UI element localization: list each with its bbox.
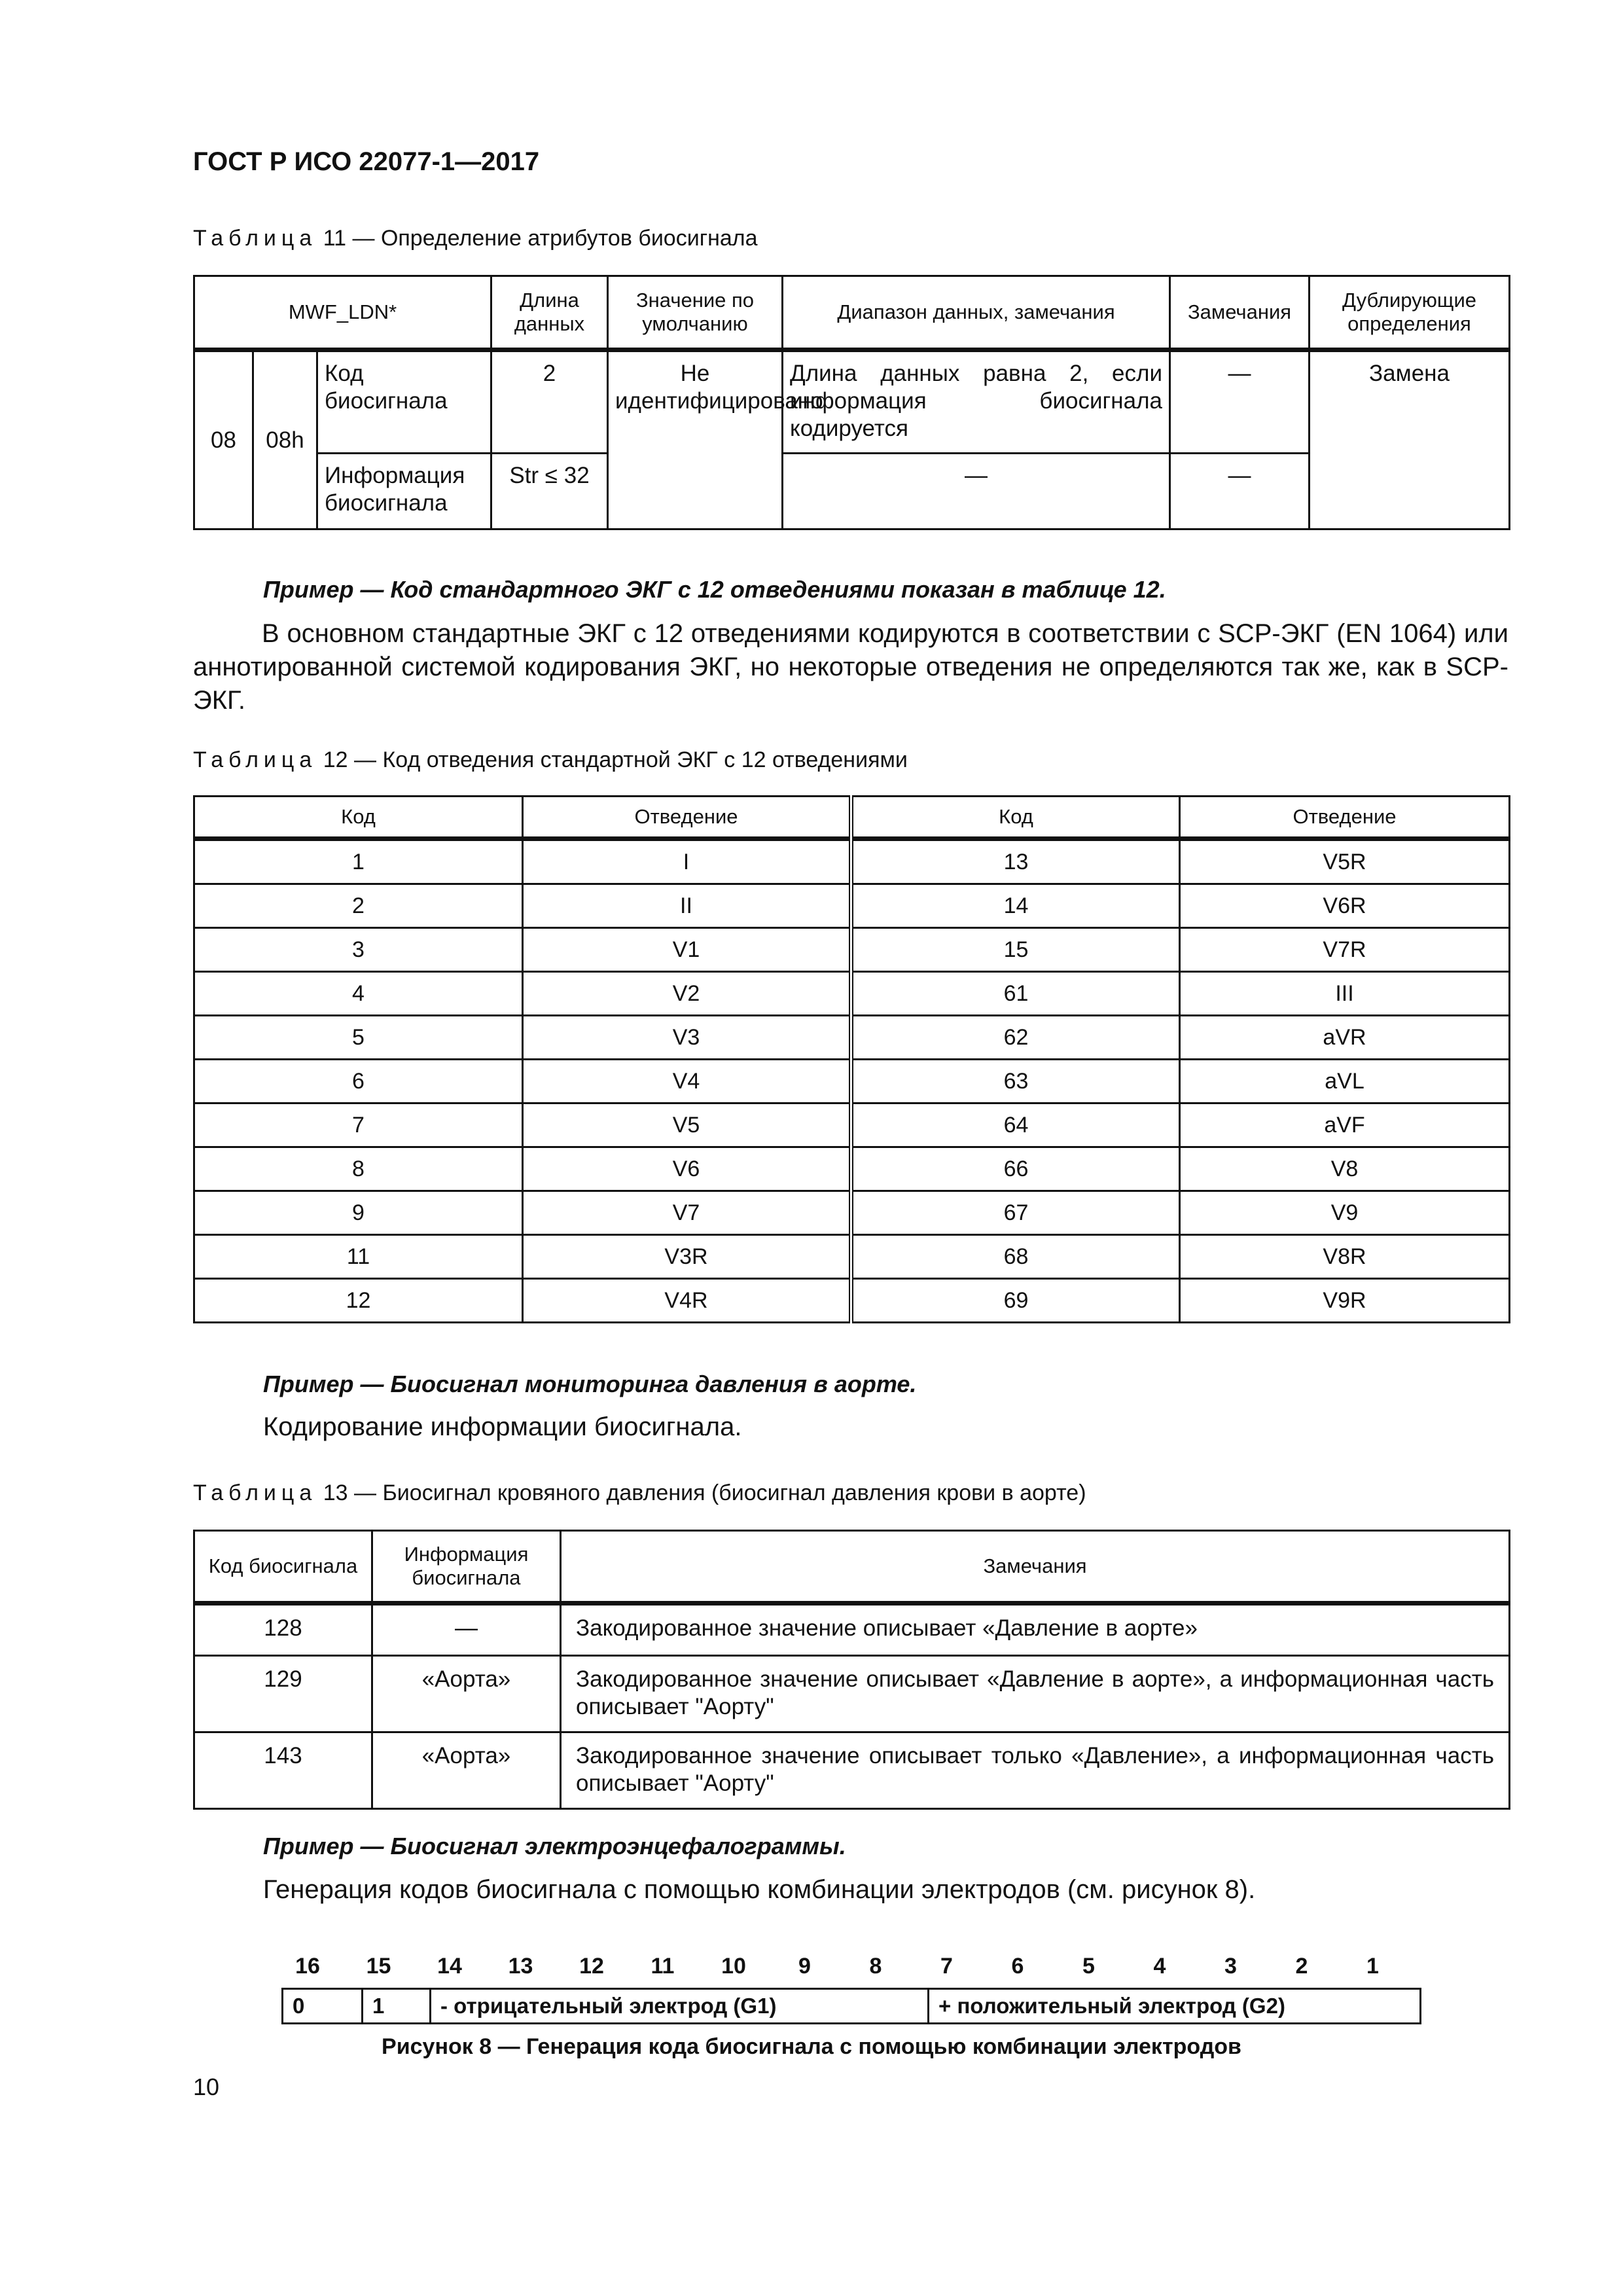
lead-cell: V6 [523,1147,851,1191]
attribute-name: Код биосигнала [317,350,491,454]
code-cell: 5 [194,1016,523,1060]
lead-cell: V7R [1180,928,1510,972]
bit-number-11: 11 [651,1954,675,1979]
table-row [194,972,1510,1016]
lead-cell: III [1180,972,1510,1016]
table-row [194,1016,1510,1060]
table13-caption-word: Таблица [193,1480,317,1505]
table-13 [193,1530,1510,1810]
ldn-code-2: 08h [253,350,317,529]
code-cell: 8 [194,1147,523,1191]
table-row [194,1147,1510,1191]
bit-number-6: 6 [1011,1954,1024,1979]
data-length: Str ≤ 32 [491,454,608,529]
data-length: 2 [491,350,608,454]
table12-caption [193,747,908,773]
lead-cell: II [523,884,851,928]
data-range: Длина данных равна 2, если информация биосигнала кодируется [783,350,1170,454]
lead-cell: I [523,839,851,884]
table-11 [193,275,1510,530]
bit-cell-16: 0 [283,1990,363,2022]
bit-number-5: 5 [1082,1954,1095,1979]
code-cell: 129 [194,1656,372,1732]
table11-caption-word: Таблица [193,226,317,251]
code-cell: 12 [194,1279,523,1323]
lead-cell: V1 [523,928,851,972]
code-cell: 143 [194,1732,372,1809]
lead-cell: V8R [1180,1235,1510,1279]
example-ecg: Пример — Код стандартного ЭКГ с 12 отведениями показан в таблице 12. [263,576,1166,603]
bit-number-14: 14 [437,1954,462,1979]
header-duplicate-definitions: Дублирующие определения [1310,276,1510,350]
bit-number-9: 9 [798,1954,811,1979]
table-row [194,839,1510,884]
positive-electrode-field: + положительный электрод (G2) [938,1994,1285,2018]
lead-cell: V2 [523,972,851,1016]
paragraph-ecg [193,617,1508,717]
table12-caption-text: 12 — Код отведения стандартной ЭКГ с 12 отведениями [323,747,908,772]
table11-caption-text: 11 — Определение атрибутов биосигнала [323,226,758,251]
table-row [194,1604,1510,1656]
code-cell: 9 [194,1191,523,1235]
code-cell: 7 [194,1103,523,1147]
table13-caption [193,1480,1086,1506]
code-cell: 13 [851,839,1180,884]
code-cell: 1 [194,839,523,884]
lead-cell: V7 [523,1191,851,1235]
lead-cell: V5 [523,1103,851,1147]
table12-caption-word: Таблица [193,747,317,772]
table-row [194,1279,1510,1323]
header-default-value: Значение по умолчанию [608,276,783,350]
paragraph-aorta: Кодирование информации биосигнала. [263,1412,742,1441]
header-biosignal-code: Код биосигнала [194,1531,372,1604]
info-cell: — [372,1604,561,1656]
remarks: — [1170,350,1310,454]
bit-number-10: 10 [721,1954,746,1979]
header-data-length: Длина данных [491,276,608,350]
header-remarks: Замечания [561,1531,1510,1604]
code-cell: 3 [194,928,523,972]
header-remarks: Замечания [1170,276,1310,350]
default-value: Не идентифицировано [608,350,783,529]
header-code: Код [194,797,523,839]
lead-cell: V5R [1180,839,1510,884]
code-cell: 4 [194,972,523,1016]
duplicate-definition: Замена [1310,350,1510,529]
paragraph-ecg-text: В основном стандартные ЭКГ с 12 отведениями кодируются в соответствии с SCP-ЭКГ (EN 1064) или аннотированной системой кодирования ЭКГ, но некоторые отведения не определяются так же, как в SCP-ЭКГ. [193,619,1508,715]
info-cell: «Аорта» [372,1656,561,1732]
lead-cell: V3R [523,1235,851,1279]
bit-number-8: 8 [869,1954,882,1979]
bit-number-15: 15 [366,1954,391,1979]
lead-cell: V6R [1180,884,1510,928]
code-cell: 2 [194,884,523,928]
code-cell: 69 [851,1279,1180,1323]
negative-electrode-field: - отрицательный электрод (G1) [431,1990,929,2022]
info-cell: «Аорта» [372,1732,561,1809]
bit-number-16: 16 [295,1954,320,1979]
code-cell: 67 [851,1191,1180,1235]
bit-number-1: 1 [1366,1954,1379,1979]
table-row [194,1103,1510,1147]
table13-caption-text: 13 — Биосигнал кровяного давления (биосигнал давления крови в аорте) [323,1480,1086,1505]
paragraph-eeg: Генерация кодов биосигнала с помощью комбинации электродов (см. рисунок 8). [263,1875,1256,1904]
example-aorta: Пример — Биосигнал мониторинга давления в аорте. [263,1371,917,1397]
code-cell: 14 [851,884,1180,928]
table-row [194,884,1510,928]
header-lead: Отведение [1180,797,1510,839]
remarks-cell: Закодированное значение описывает «Давление в аорте», а информационная часть описывает "Аорту" [561,1656,1510,1732]
attribute-name: Информация биосигнала [317,454,491,529]
code-cell: 61 [851,972,1180,1016]
lead-cell: aVL [1180,1060,1510,1103]
bit-number-2: 2 [1295,1954,1308,1979]
header-data-range: Диапазон данных, замечания [783,276,1170,350]
header-lead: Отведение [523,797,851,839]
code-cell: 68 [851,1235,1180,1279]
code-cell: 62 [851,1016,1180,1060]
ldn-code-1: 08 [194,350,253,529]
table-row [194,928,1510,972]
table-row [194,1732,1510,1809]
page-number: 10 [193,2073,220,2100]
code-cell: 63 [851,1060,1180,1103]
lead-cell: V9R [1180,1279,1510,1323]
example-eeg: Пример — Биосигнал электроэнцефалограммы. [263,1833,846,1859]
remarks: — [1170,454,1310,529]
figure-8-caption: Рисунок 8 — Генерация кода биосигнала с помощью комбинации электродов [382,2034,1241,2059]
code-cell: 128 [194,1604,372,1656]
table-row [194,1656,1510,1732]
table-12 [193,795,1510,1323]
table-row [194,1235,1510,1279]
code-cell: 66 [851,1147,1180,1191]
lead-cell: V4R [523,1279,851,1323]
table-row [194,1060,1510,1103]
header-code: Код [851,797,1180,839]
lead-cell: aVR [1180,1016,1510,1060]
bit-number-4: 4 [1153,1954,1166,1979]
table-row [194,1191,1510,1235]
document-header: ГОСТ Р ИСО 22077-1—2017 [193,147,540,176]
bit-number-13: 13 [508,1954,533,1979]
table11-caption [193,226,758,251]
lead-cell: V9 [1180,1191,1510,1235]
lead-cell: V4 [523,1060,851,1103]
bit-number-7: 7 [940,1954,953,1979]
lead-cell: V8 [1180,1147,1510,1191]
code-cell: 11 [194,1235,523,1279]
bit-number-12: 12 [579,1954,604,1979]
header-biosignal-info: Информация биосигнала [372,1531,561,1604]
code-cell: 6 [194,1060,523,1103]
code-cell: 64 [851,1103,1180,1147]
lead-cell: V3 [523,1016,851,1060]
bit-number-3: 3 [1224,1954,1237,1979]
remarks-cell: Закодированное значение описывает «Давление в аорте» [561,1604,1510,1656]
code-cell: 15 [851,928,1180,972]
bit-field-box [281,1988,1421,2024]
bit-cell-15: 1 [363,1990,431,2022]
header-mwf-ldn: MWF_LDN* [194,276,491,350]
lead-cell: aVF [1180,1103,1510,1147]
data-range: — [783,454,1170,529]
figure-8-bit-layout [281,1954,1420,2032]
remarks-cell: Закодированное значение описывает только «Давление», а информационная часть описывает "Аорту" [561,1732,1510,1809]
